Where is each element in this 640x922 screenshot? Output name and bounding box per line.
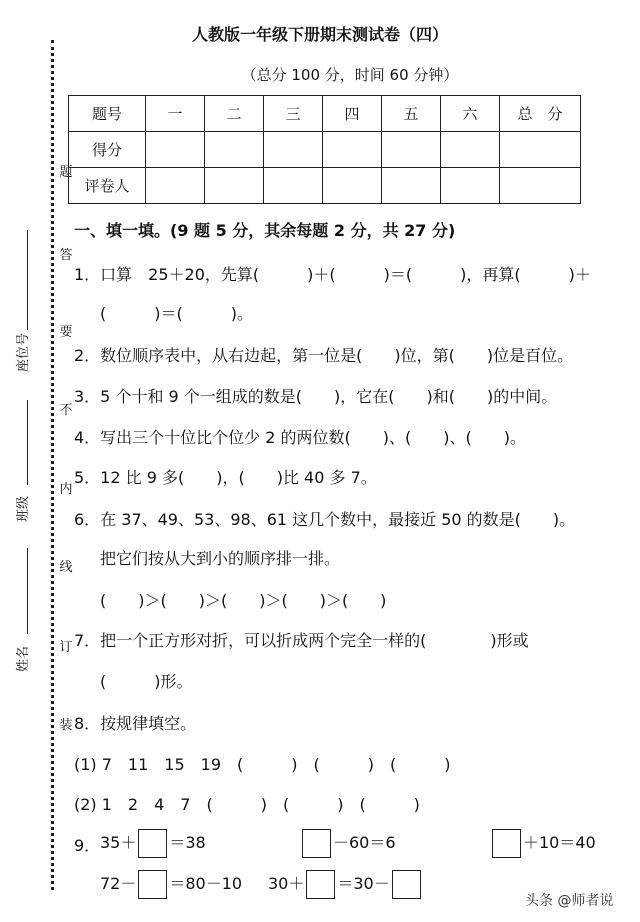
answer-box[interactable] — [392, 870, 421, 899]
score-cell — [441, 132, 500, 168]
question-9-expr-2 — [300, 829, 396, 858]
margin-char-xian: 线 — [59, 560, 73, 575]
question-6-line-2: 把它们按从大到小的顺序排一排。 — [100, 549, 341, 568]
expr-text: 35＋ — [100, 833, 137, 852]
question-8-part-1: (1) 7 11 15 19 ( ) ( ) ( ) — [74, 755, 451, 774]
grader-row — [69, 168, 581, 204]
answer-box[interactable] — [492, 829, 521, 858]
answer-box[interactable] — [138, 829, 167, 858]
margin-char-nei: 内 — [59, 482, 73, 497]
grader-cell — [500, 168, 581, 204]
question-9-expr-5 — [268, 870, 423, 899]
margin-char-bu: 不 — [59, 403, 73, 418]
header-cell: 题号 — [69, 96, 146, 132]
grader-cell — [146, 168, 205, 204]
expr-text: ＋10＝40 — [523, 833, 596, 852]
page-title: 人教版一年级下册期末测试卷（四） — [191, 25, 448, 44]
question-7-line-2: ( )形。 — [100, 672, 193, 691]
score-cell — [500, 132, 581, 168]
margin-char-zhuang: 装 — [59, 718, 73, 733]
name-label: 姓名 — [16, 645, 31, 672]
question-9-expr-4 — [100, 870, 242, 899]
grader-cell — [205, 168, 264, 204]
row-label: 评卷人 — [69, 168, 146, 204]
question-8: 8．按规律填空。 — [74, 714, 197, 733]
expr-text: ＝80－10 — [169, 874, 243, 893]
question-1-line-2: ( )＝( )。 — [100, 304, 253, 323]
question-2: 2．数位顺序表中，从右边起，第一位是( )位，第( )位是百位。 — [74, 346, 574, 365]
class-label: 班级 — [16, 495, 31, 522]
question-9-expr-1 — [100, 829, 206, 858]
header-cell: 五 — [382, 96, 441, 132]
question-9-expr-3 — [490, 829, 596, 858]
expr-text: ＝38 — [169, 833, 206, 852]
margin-char-ti: 题 — [59, 165, 73, 180]
grader-cell — [441, 168, 500, 204]
question-9-number: 9． — [74, 836, 101, 855]
question-3: 3．5 个十和 9 个一组成的数是( )，它在( )和( )的中间。 — [74, 387, 558, 406]
seat-number-label: 座位号 — [16, 332, 31, 372]
question-8-part-2: (2) 1 2 4 7 ( ) ( ) ( ) — [74, 795, 420, 814]
header-cell: 四 — [323, 96, 382, 132]
score-table-header-row — [69, 96, 581, 132]
score-cell — [382, 132, 441, 168]
watermark: 头条 @师者说 — [525, 893, 614, 909]
score-table — [68, 95, 581, 204]
expr-text: －60＝6 — [333, 833, 396, 852]
name-line — [27, 548, 28, 634]
header-cell: 一 — [146, 96, 205, 132]
answer-box[interactable] — [302, 829, 331, 858]
grader-cell — [264, 168, 323, 204]
grader-cell — [382, 168, 441, 204]
question-6-line-1: 6．在 37、49、53、98、61 这几个数中，最接近 50 的数是( )。 — [74, 510, 576, 529]
header-cell: 总 分 — [500, 96, 581, 132]
expr-text: 30＋ — [268, 874, 305, 893]
expr-text: 72－ — [100, 874, 137, 893]
question-6-ordering: ( )＞( )＞( )＞( )＞( ) — [100, 591, 387, 610]
score-cell — [146, 132, 205, 168]
grader-cell — [323, 168, 382, 204]
class-line — [27, 400, 28, 485]
binding-dotted-line — [51, 40, 54, 890]
answer-box[interactable] — [306, 870, 335, 899]
score-cell — [264, 132, 323, 168]
row-label: 得分 — [69, 132, 146, 168]
margin-char-yao: 要 — [59, 325, 73, 340]
question-5: 5．12 比 9 多( )，( )比 40 多 7。 — [74, 468, 377, 487]
seat-number-line — [27, 230, 28, 330]
question-1-line-1: 1．口算 25＋20，先算( )＋( )＝( )，再算( )＋ — [74, 265, 591, 284]
answer-box[interactable] — [138, 870, 167, 899]
header-cell: 三 — [264, 96, 323, 132]
header-cell: 六 — [441, 96, 500, 132]
margin-char-da: 答 — [59, 248, 73, 263]
question-7-line-1: 7．把一个正方形对折，可以折成两个完全一样的( )形或 — [74, 631, 529, 650]
section-heading: 一、填一填。(9 题 5 分，其余每题 2 分，共 27 分) — [74, 221, 456, 240]
header-cell: 二 — [205, 96, 264, 132]
margin-char-ding: 订 — [59, 640, 73, 655]
expr-text: ＝30－ — [337, 874, 390, 893]
score-row — [69, 132, 581, 168]
question-4: 4．写出三个十位比个位少 2 的两位数( )、( )、( )。 — [74, 428, 526, 447]
page-subtitle: （总分 100 分，时间 60 分钟） — [241, 66, 459, 84]
score-cell — [323, 132, 382, 168]
score-cell — [205, 132, 264, 168]
